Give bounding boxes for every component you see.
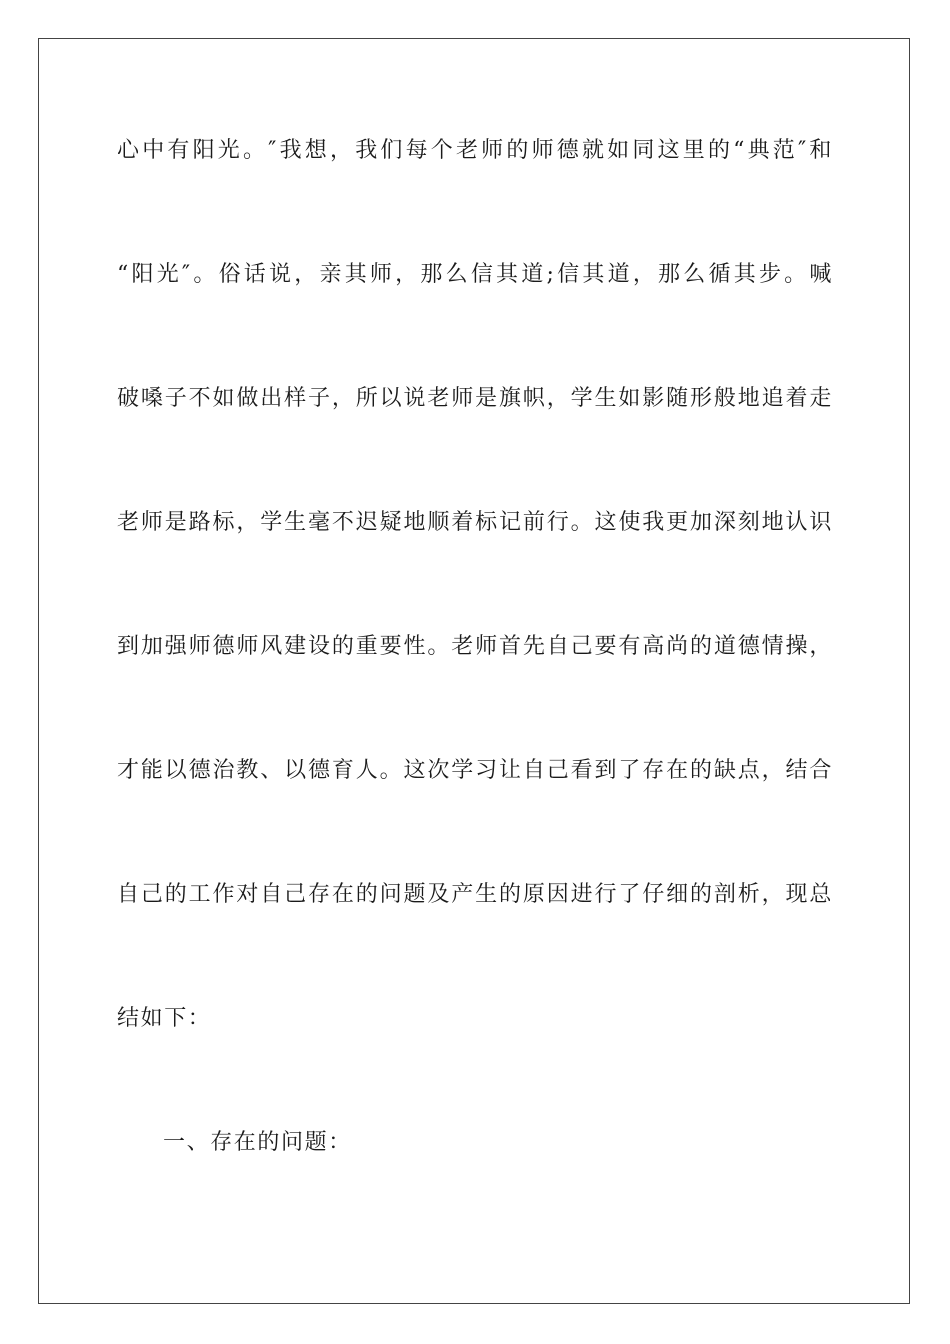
paragraph-line-8: 结如下：: [117, 1006, 212, 1031]
paragraph-line-5: 到加强师德师风建设的重要性。老师首先自己要有高尚的道德情操，: [117, 634, 833, 659]
paragraph-line-1: 心中有阳光。″我想，我们每个老师的师德就如同这里的“典范″和: [117, 138, 833, 163]
paragraph-line-4: 老师是路标，学生毫不迟疑地顺着标记前行。这使我更加深刻地认识: [117, 510, 833, 535]
section-heading: 一、存在的问题：: [163, 1130, 352, 1155]
page-border: [38, 38, 910, 1304]
paragraph-line-2: “阳光″。俗话说，亲其师，那么信其道;信其道，那么循其步。喊: [117, 262, 833, 287]
paragraph-line-6: 才能以德治教、以德育人。这次学习让自己看到了存在的缺点，结合: [117, 758, 833, 783]
paragraph-line-3: 破嗓子不如做出样子，所以说老师是旗帜，学生如影随形般地追着走: [117, 386, 833, 411]
paragraph-line-7: 自己的工作对自己存在的问题及产生的原因进行了仔细的剖析，现总: [117, 882, 833, 907]
